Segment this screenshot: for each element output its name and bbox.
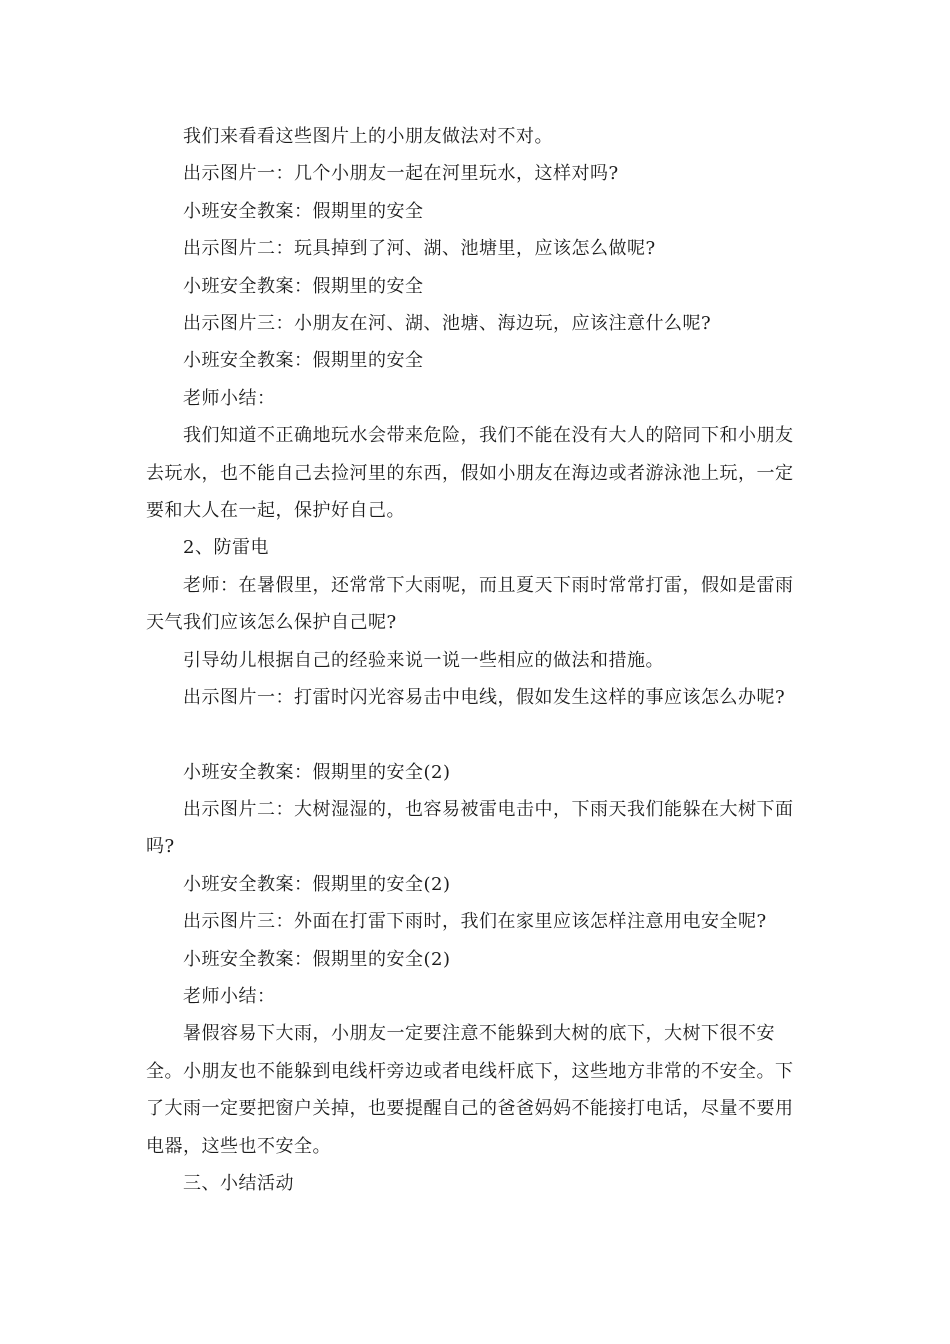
paragraph: 出示图片三：外面在打雷下雨时，我们在家里应该怎样注意用电安全呢? [183, 911, 767, 933]
paragraph: 我们来看看这些图片上的小朋友做法对不对。 [183, 126, 553, 147]
section-heading: 三、小结活动 [183, 1172, 294, 1194]
blank-line [146, 717, 806, 754]
paragraph: 出示图片一：打雷时闪光容易击中电线，假如发生这样的事应该怎么办呢? [183, 687, 786, 709]
paragraph: 小班安全教案：假期里的安全 [183, 275, 424, 297]
paragraph: 小班安全教案：假期里的安全 [183, 350, 424, 372]
paragraph: 出示图片二：玩具掉到了河、湖、池塘里，应该怎么做呢? [183, 238, 656, 260]
paragraph: 引导幼儿根据自己的经验来说一说一些相应的做法和措施。 [183, 649, 664, 671]
paragraph: 出示图片一：几个小朋友一起在河里玩水，这样对吗? [183, 163, 619, 185]
paragraph: 出示图片三：小朋友在河、湖、池塘、海边玩，应该注意什么呢? [183, 313, 712, 335]
document-body [146, 118, 806, 1202]
paragraph: 老师小结： [183, 387, 276, 409]
paragraph: 小班安全教案：假期里的安全(2) [183, 761, 451, 783]
paragraph: 小班安全教案：假期里的安全 [183, 200, 424, 222]
paragraph: 我们知道不正确地玩水会带来危险，我们不能在没有大人的陪同下和小朋友去玩水，也不能自己去捡河里的东西，假如小朋友在海边或者游泳池上玩，一定要和大人在一起，保护好自己。 [146, 425, 794, 522]
paragraph: 出示图片二：大树湿湿的，也容易被雷电击中，下雨天我们能躲在大树下面吗? [146, 798, 794, 858]
paragraph: 小班安全教案：假期里的安全(2) [183, 873, 451, 895]
section-heading: 2、防雷电 [183, 537, 269, 559]
paragraph: 小班安全教案：假期里的安全(2) [183, 948, 451, 970]
paragraph: 老师：在暑假里，还常常下大雨呢，而且夏天下雨时常常打雷，假如是雷雨天气我们应该怎么保护自己呢? [146, 574, 794, 634]
paragraph: 暑假容易下大雨，小朋友一定要注意不能躲到大树的底下，大树下很不安全。小朋友也不能躲到电线杆旁边或者电线杆底下，这些地方非常的不安全。下了大雨一定要把窗户关掉，也要提醒自己的爸爸妈妈不能接打电话，尽量不要用电器，这些也不安全。 [146, 1023, 794, 1157]
paragraph: 老师小结： [183, 985, 276, 1007]
